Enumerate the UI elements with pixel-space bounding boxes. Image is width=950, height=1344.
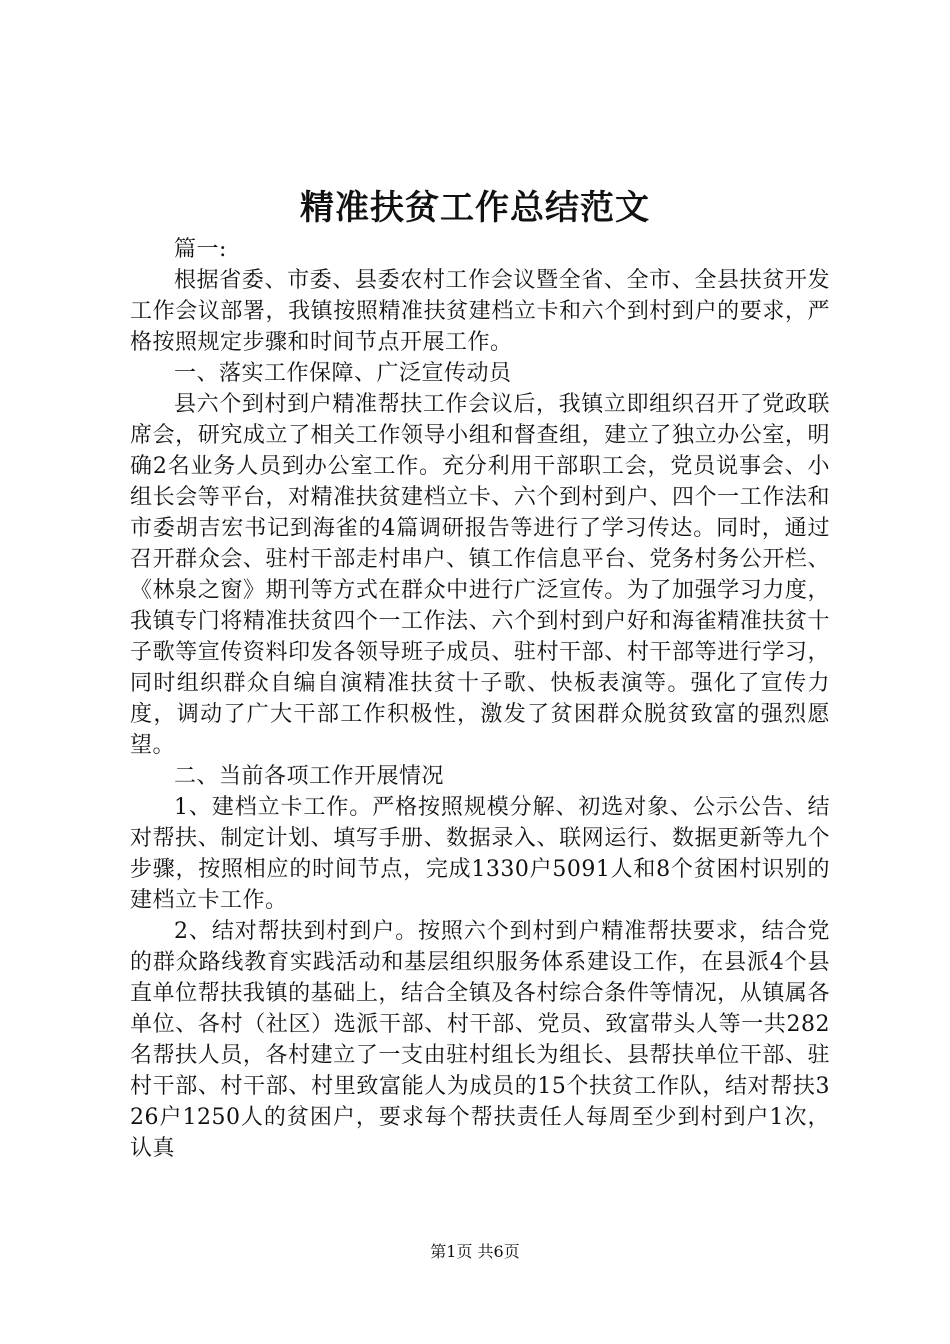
section-label: 篇一: [174,237,227,262]
section-heading-2: 二、当前各项工作开展情况 [174,764,445,789]
document-body [130,234,830,1164]
document-title: 精准扶贫工作总结范文 [300,188,650,228]
paragraph-publicity: 县六个到村到户精准帮扶工作会议后，我镇立即组织召开了党政联席会，研究成立了相关工作领导小组和督查组，建立了独立办公室，明确2名业务人员到办公室工作。充分利用干部职工会，党员说事会、小组长会等平台，对精准扶贫建档立卡、六个到村到户、四个一工作法和市委胡吉宏书记到海雀的4篇调研报告等进行了学习传达。同时，通过召开群众会、驻村干部走村串户、镇工作信息平台、党务村务公开栏、《林泉之窗》期刊等方式在群众中进行广泛宣传。为了加强学习力度，我镇专门将精准扶贫四个一工作法、六个到村到户好和海雀精准扶贫十子歌等宣传资料印发各领导班子成员、驻村干部、村干部等进行学习，同时组织群众自编自演精准扶贫十子歌、快板表演等。强化了宣传力度，调动了广大干部工作积极性，激发了贫困群众脱贫致富的强烈愿望。 [130,392,830,758]
section-heading-1: 一、落实工作保障、广泛宣传动员 [174,361,512,386]
intro-paragraph: 根据省委、市委、县委农村工作会议暨全省、全市、全县扶贫开发工作会议部署，我镇按照精准扶贫建档立卡和六个到村到户的要求，严格按照规定步骤和时间节点开展工作。 [130,268,830,355]
paragraph-pairing: 2、结对帮扶到村到户。按照六个到村到户精准帮扶要求，结合党的群众路线教育实践活动和基层组织服务体系建设工作，在县派4个县直单位帮扶我镇的基础上，结合全镇及各村综合条件等情况，从镇属各单位、各村（社区）选派干部、村干部、党员、致富带头人等一共282名帮扶人员，各村建立了一支由驻村组长为组长、县帮扶单位干部、驻村干部、村干部、村里致富能人为成员的15个扶贫工作队，结对帮扶326户1250人的贫困户，要求每个帮扶责任人每周至少到村到户1次，认真 [130,919,830,1161]
paragraph-filing: 1、建档立卡工作。严格按照规模分解、初选对象、公示公告、结对帮扶、制定计划、填写手册、数据录入、联网运行、数据更新等九个步骤，按照相应的时间节点，完成1330户5091人和8个贫困村识别的建档立卡工作。 [130,795,830,913]
page-footer: 第1页 共6页 [430,1242,520,1261]
